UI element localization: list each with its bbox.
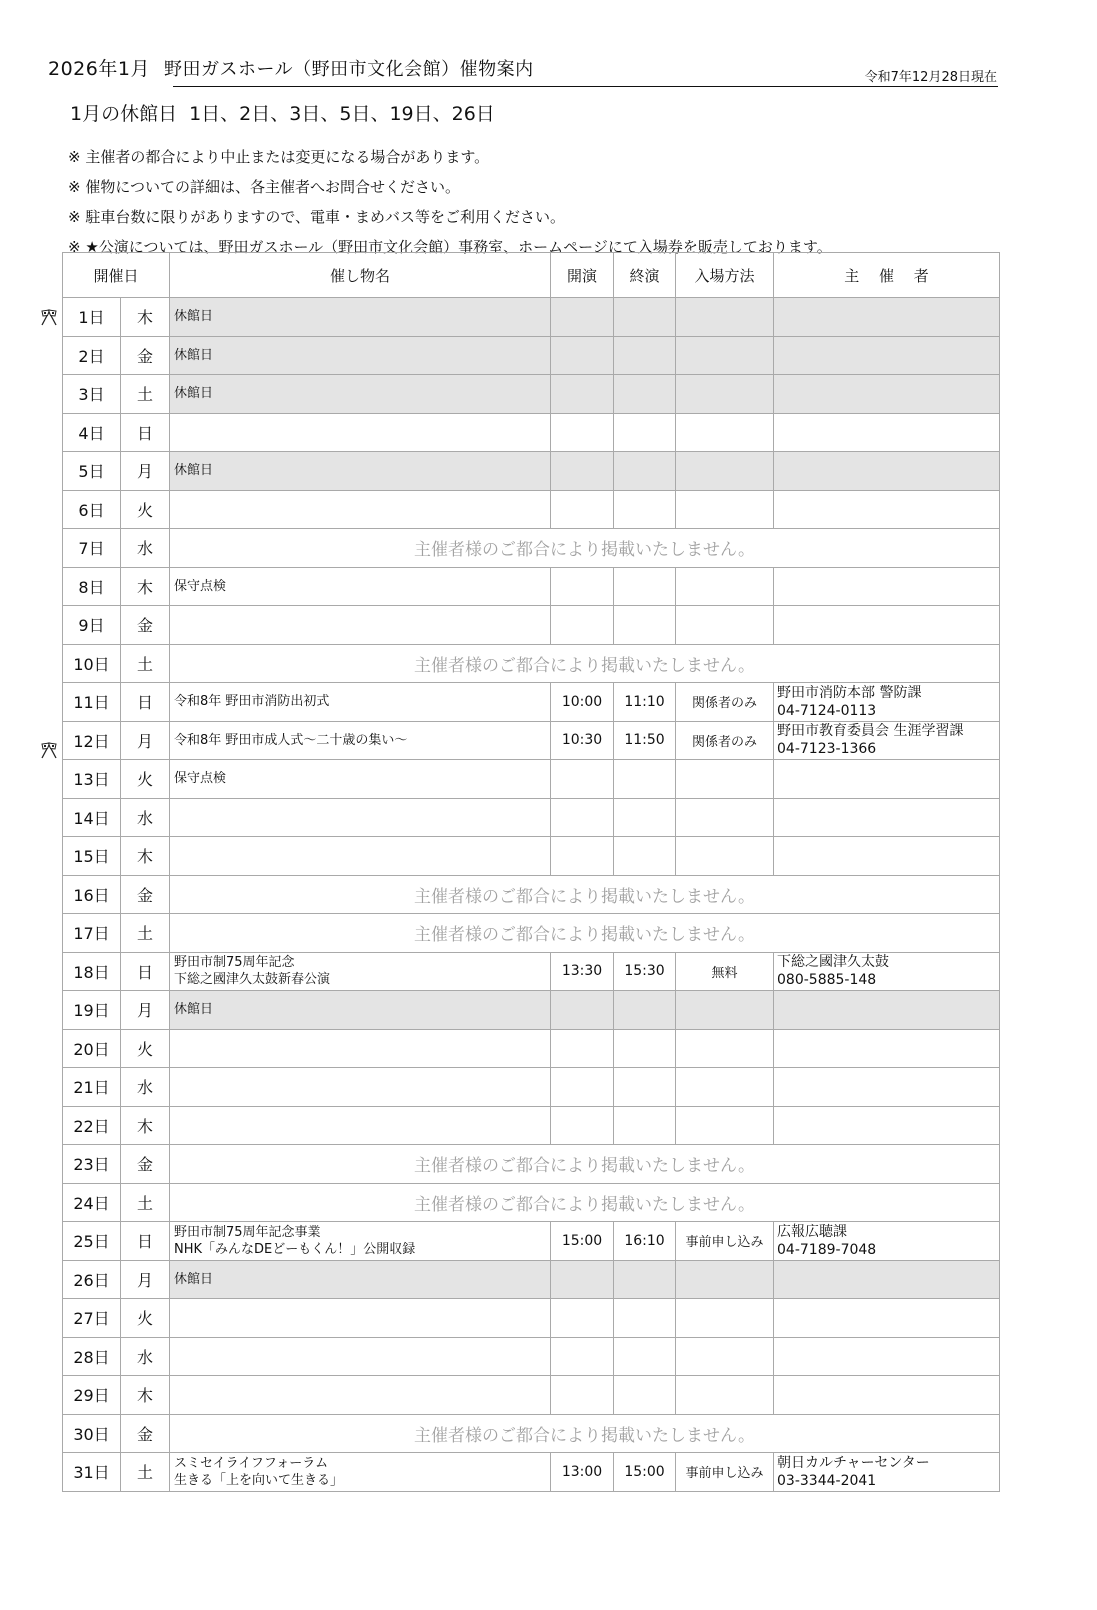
entry-method-cell: [676, 798, 774, 837]
end-time-cell: [614, 490, 676, 529]
entry-method-cell: [676, 452, 774, 491]
organizer-cell: [774, 606, 1000, 645]
organizer-phone: 04-7124-0113: [777, 702, 877, 719]
start-time-cell: [551, 760, 614, 799]
organizer-name: 広報広聴課: [777, 1223, 848, 1240]
event-name-cell: [170, 1376, 551, 1415]
header-date: 開催日: [63, 253, 170, 298]
weekday-cell: 土: [121, 914, 170, 953]
end-time-cell: [614, 991, 676, 1030]
organizer-name: 野田市教育委員会 生涯学習課: [777, 723, 964, 740]
end-time-cell: [614, 1260, 676, 1299]
schedule-table: [62, 252, 1000, 1492]
day-cell: 6日: [63, 490, 121, 529]
event-name-cell: 令和8年 野田市成人式～二十歳の集い～: [170, 721, 551, 760]
start-time-cell: [551, 1106, 614, 1145]
note-item: ※ ★公演については、野田ガスホール（野田市文化会館）事務室、ホームページにて入場券を販売しております。: [68, 238, 832, 256]
entry-method-cell: [676, 606, 774, 645]
table-row: [63, 798, 1000, 837]
page-title: [48, 54, 534, 81]
event-name-line: スミセイライフフォーラム: [174, 1455, 329, 1471]
start-time-cell: 13:00: [551, 1453, 614, 1492]
end-time-cell: [614, 1029, 676, 1068]
weekday-cell: 金: [121, 1145, 170, 1184]
weekday-cell: 土: [121, 375, 170, 414]
note-item: ※ 催物についての詳細は、各主催者へお問合せください。: [68, 178, 461, 196]
weekday-cell: 水: [121, 1337, 170, 1376]
weekday-cell: 木: [121, 1376, 170, 1415]
entry-method-cell: [676, 1299, 774, 1338]
start-time-cell: [551, 1029, 614, 1068]
table-row: [63, 336, 1000, 375]
day-cell: 23日: [63, 1145, 121, 1184]
entry-method-cell: 事前申し込み: [676, 1222, 774, 1261]
header-event: 催し物名: [170, 253, 551, 298]
day-cell: 21日: [63, 1068, 121, 1107]
table-row: [63, 567, 1000, 606]
weekday-cell: 金: [121, 336, 170, 375]
weekday-cell: 水: [121, 529, 170, 568]
title-venue: 野田ガスホール（野田市文化会館）催物案内: [163, 59, 534, 80]
day-cell: 5日: [63, 452, 121, 491]
weekday-cell: 木: [121, 1106, 170, 1145]
table-row: [63, 413, 1000, 452]
day-cell: 2日: [63, 336, 121, 375]
weekday-cell: 月: [121, 452, 170, 491]
end-time-cell: [614, 1068, 676, 1107]
header-start: 開演: [551, 253, 614, 298]
end-time-cell: [614, 336, 676, 375]
event-name-cell: [170, 1453, 551, 1492]
table-row: [63, 1145, 1000, 1184]
event-name-cell: 休館日: [170, 1260, 551, 1299]
event-name-cell: 休館日: [170, 991, 551, 1030]
start-time-cell: [551, 1260, 614, 1299]
end-time-cell: 15:00: [614, 1453, 676, 1492]
day-cell: 17日: [63, 914, 121, 953]
closed-days: [70, 99, 495, 126]
organizer-name: 野田市消防本部 警防課: [777, 684, 922, 701]
organizer-phone: 04-7189-7048: [777, 1241, 877, 1258]
table-row: [63, 375, 1000, 414]
table-row: [63, 1068, 1000, 1107]
organizer-cell: [774, 798, 1000, 837]
end-time-cell: 11:50: [614, 721, 676, 760]
table-row: [63, 490, 1000, 529]
organizer-phone: 04-7123-1366: [777, 741, 877, 758]
table-row: [63, 991, 1000, 1030]
event-name-cell: 休館日: [170, 336, 551, 375]
table-row: [63, 1183, 1000, 1222]
event-name-cell: [170, 1337, 551, 1376]
start-time-cell: [551, 298, 614, 337]
day-cell: 19日: [63, 991, 121, 1030]
day-cell: 31日: [63, 1453, 121, 1492]
table-row: [63, 1337, 1000, 1376]
start-time-cell: [551, 1376, 614, 1415]
weekday-cell: 木: [121, 837, 170, 876]
day-cell: 29日: [63, 1376, 121, 1415]
event-name-cell: [170, 1068, 551, 1107]
event-name-cell: [170, 1299, 551, 1338]
start-time-cell: 13:30: [551, 952, 614, 991]
day-cell: 4日: [63, 413, 121, 452]
organizer-phone: 03-3344-2041: [777, 1472, 877, 1489]
day-cell: 15日: [63, 837, 121, 876]
notes-list: [68, 142, 832, 262]
not-listed-notice: 主催者様のご都合により掲載いたしません。: [170, 1183, 1000, 1222]
table-row: [63, 1299, 1000, 1338]
weekday-cell: 金: [121, 1414, 170, 1453]
day-cell: 30日: [63, 1414, 121, 1453]
not-listed-notice: 主催者様のご都合により掲載いたしません。: [170, 644, 1000, 683]
end-time-cell: [614, 567, 676, 606]
weekday-cell: 日: [121, 1222, 170, 1261]
end-time-cell: 11:10: [614, 683, 676, 722]
table-row: [63, 760, 1000, 799]
weekday-cell: 日: [121, 413, 170, 452]
entry-method-cell: [676, 298, 774, 337]
organizer-cell: [774, 1453, 1000, 1492]
organizer-name: 朝日カルチャーセンター: [777, 1454, 930, 1471]
day-cell: 14日: [63, 798, 121, 837]
start-time-cell: [551, 798, 614, 837]
table-row: [63, 1453, 1000, 1492]
weekday-cell: 水: [121, 798, 170, 837]
title-underline: [173, 86, 998, 87]
start-time-cell: 15:00: [551, 1222, 614, 1261]
event-name-line: 野田市制75周年記念事業: [174, 1224, 321, 1240]
weekday-cell: 金: [121, 606, 170, 645]
day-cell: 3日: [63, 375, 121, 414]
weekday-cell: 木: [121, 567, 170, 606]
entry-method-cell: [676, 1260, 774, 1299]
entry-method-cell: [676, 1029, 774, 1068]
event-name-cell: [170, 837, 551, 876]
event-name-line: NHK「みんなDEどーもくん！」公開収録: [174, 1241, 416, 1257]
event-name-cell: [170, 952, 551, 991]
table-row: [63, 606, 1000, 645]
entry-method-cell: [676, 336, 774, 375]
table-row: [63, 914, 1000, 953]
not-listed-notice: 主催者様のご都合により掲載いたしません。: [170, 914, 1000, 953]
end-time-cell: [614, 1376, 676, 1415]
start-time-cell: [551, 991, 614, 1030]
day-cell: 13日: [63, 760, 121, 799]
weekday-cell: 月: [121, 991, 170, 1030]
weekday-cell: 火: [121, 760, 170, 799]
entry-method-cell: [676, 490, 774, 529]
event-name-line: 生きる「上を向いて生きる」: [174, 1472, 344, 1488]
organizer-cell: [774, 452, 1000, 491]
closed-days-label: 1月の休館日: [70, 103, 178, 125]
organizer-cell: [774, 567, 1000, 606]
event-name-cell: 休館日: [170, 375, 551, 414]
table-row: [63, 644, 1000, 683]
table-row: [63, 721, 1000, 760]
start-time-cell: [551, 1068, 614, 1107]
day-cell: 20日: [63, 1029, 121, 1068]
event-name-cell: [170, 490, 551, 529]
organizer-cell: [774, 1299, 1000, 1338]
end-time-cell: [614, 798, 676, 837]
organizer-cell: [774, 1029, 1000, 1068]
event-name-cell: [170, 606, 551, 645]
table-row: [63, 1260, 1000, 1299]
day-cell: 24日: [63, 1183, 121, 1222]
crossed-flags-icon: [38, 741, 62, 761]
table-row: [63, 683, 1000, 722]
event-name-line: 下総之國津久太鼓新春公演: [174, 972, 331, 988]
title-month: 2026年1月: [48, 58, 150, 80]
table-row: [63, 875, 1000, 914]
start-time-cell: [551, 567, 614, 606]
table-row: [63, 1376, 1000, 1415]
start-time-cell: [551, 606, 614, 645]
organizer-cell: [774, 1222, 1000, 1261]
start-time-cell: 10:00: [551, 683, 614, 722]
not-listed-notice: 主催者様のご都合により掲載いたしません。: [170, 1145, 1000, 1184]
weekday-cell: 日: [121, 683, 170, 722]
weekday-cell: 火: [121, 1299, 170, 1338]
entry-method-cell: [676, 1337, 774, 1376]
not-listed-notice: 主催者様のご都合により掲載いたしません。: [170, 1414, 1000, 1453]
day-cell: 27日: [63, 1299, 121, 1338]
end-time-cell: [614, 375, 676, 414]
organizer-cell: [774, 1376, 1000, 1415]
table-row: [63, 1222, 1000, 1261]
day-cell: 25日: [63, 1222, 121, 1261]
organizer-cell: [774, 298, 1000, 337]
weekday-cell: 月: [121, 1260, 170, 1299]
weekday-cell: 木: [121, 298, 170, 337]
header-organizer: 主 催 者: [774, 253, 1000, 298]
entry-method-cell: [676, 760, 774, 799]
crossed-flags-icon: [38, 308, 62, 328]
organizer-cell: [774, 952, 1000, 991]
start-time-cell: [551, 490, 614, 529]
note-item: ※ 主催者の都合により中止または変更になる場合があります。: [68, 148, 490, 166]
start-time-cell: 10:30: [551, 721, 614, 760]
weekday-cell: 火: [121, 490, 170, 529]
entry-method-cell: 関係者のみ: [676, 683, 774, 722]
organizer-name: 下総之國津久太鼓: [777, 954, 890, 971]
end-time-cell: [614, 1106, 676, 1145]
start-time-cell: [551, 413, 614, 452]
table-row: [63, 1106, 1000, 1145]
header-entry: 入場方法: [676, 253, 774, 298]
start-time-cell: [551, 336, 614, 375]
entry-method-cell: [676, 567, 774, 606]
entry-method-cell: [676, 1106, 774, 1145]
start-time-cell: [551, 1299, 614, 1338]
day-cell: 26日: [63, 1260, 121, 1299]
organizer-cell: [774, 760, 1000, 799]
event-name-cell: 保守点検: [170, 567, 551, 606]
entry-method-cell: [676, 375, 774, 414]
not-listed-notice: 主催者様のご都合により掲載いたしません。: [170, 875, 1000, 914]
table-row: [63, 529, 1000, 568]
day-cell: 18日: [63, 952, 121, 991]
entry-method-cell: [676, 413, 774, 452]
table-row: [63, 298, 1000, 337]
weekday-cell: 土: [121, 1183, 170, 1222]
organizer-cell: [774, 490, 1000, 529]
day-cell: 8日: [63, 567, 121, 606]
weekday-cell: 月: [121, 721, 170, 760]
entry-method-cell: [676, 1376, 774, 1415]
organizer-cell: [774, 375, 1000, 414]
organizer-cell: [774, 1106, 1000, 1145]
weekday-cell: 土: [121, 644, 170, 683]
table-row: [63, 952, 1000, 991]
day-cell: 28日: [63, 1337, 121, 1376]
organizer-cell: [774, 1260, 1000, 1299]
note-item: ※ 駐車台数に限りがありますので、電車・まめバス等をご利用ください。: [68, 208, 566, 226]
organizer-cell: [774, 837, 1000, 876]
day-cell: 11日: [63, 683, 121, 722]
entry-method-cell: 関係者のみ: [676, 721, 774, 760]
event-name-cell: [170, 798, 551, 837]
organizer-cell: [774, 1337, 1000, 1376]
end-time-cell: [614, 760, 676, 799]
organizer-cell: [774, 683, 1000, 722]
organizer-cell: [774, 1068, 1000, 1107]
event-name-cell: [170, 413, 551, 452]
event-name-cell: 休館日: [170, 298, 551, 337]
weekday-cell: 金: [121, 875, 170, 914]
event-name-cell: 休館日: [170, 452, 551, 491]
weekday-cell: 水: [121, 1068, 170, 1107]
day-cell: 10日: [63, 644, 121, 683]
not-listed-notice: 主催者様のご都合により掲載いたしません。: [170, 529, 1000, 568]
end-time-cell: [614, 413, 676, 452]
event-name-cell: [170, 1222, 551, 1261]
weekday-cell: 火: [121, 1029, 170, 1068]
day-cell: 12日: [63, 721, 121, 760]
weekday-cell: 日: [121, 952, 170, 991]
end-time-cell: [614, 298, 676, 337]
table-row: [63, 837, 1000, 876]
start-time-cell: [551, 375, 614, 414]
organizer-cell: [774, 413, 1000, 452]
table-row: [63, 1414, 1000, 1453]
end-time-cell: [614, 837, 676, 876]
entry-method-cell: [676, 837, 774, 876]
day-cell: 16日: [63, 875, 121, 914]
day-cell: 7日: [63, 529, 121, 568]
table-row: [63, 452, 1000, 491]
start-time-cell: [551, 1337, 614, 1376]
end-time-cell: [614, 606, 676, 645]
end-time-cell: [614, 1337, 676, 1376]
end-time-cell: [614, 1299, 676, 1338]
weekday-cell: 土: [121, 1453, 170, 1492]
event-name-cell: 令和8年 野田市消防出初式: [170, 683, 551, 722]
day-cell: 22日: [63, 1106, 121, 1145]
entry-method-cell: [676, 1068, 774, 1107]
organizer-cell: [774, 336, 1000, 375]
end-time-cell: 15:30: [614, 952, 676, 991]
event-name-cell: 保守点検: [170, 760, 551, 799]
closed-days-list: 1日、2日、3日、5日、19日、26日: [189, 103, 495, 125]
table-row: [63, 1029, 1000, 1068]
organizer-cell: [774, 991, 1000, 1030]
start-time-cell: [551, 837, 614, 876]
event-name-cell: [170, 1106, 551, 1145]
entry-method-cell: 無料: [676, 952, 774, 991]
entry-method-cell: 事前申し込み: [676, 1453, 774, 1492]
event-name-cell: [170, 1029, 551, 1068]
event-name-line: 野田市制75周年記念: [174, 955, 295, 971]
day-cell: 9日: [63, 606, 121, 645]
start-time-cell: [551, 452, 614, 491]
end-time-cell: 16:10: [614, 1222, 676, 1261]
end-time-cell: [614, 452, 676, 491]
entry-method-cell: [676, 991, 774, 1030]
table-header-row: [63, 253, 1000, 298]
as-of-date: 令和7年12月28日現在: [864, 70, 997, 85]
organizer-cell: [774, 721, 1000, 760]
organizer-phone: 080-5885-148: [777, 972, 877, 989]
header-end: 終演: [614, 253, 676, 298]
day-cell: 1日: [63, 298, 121, 337]
